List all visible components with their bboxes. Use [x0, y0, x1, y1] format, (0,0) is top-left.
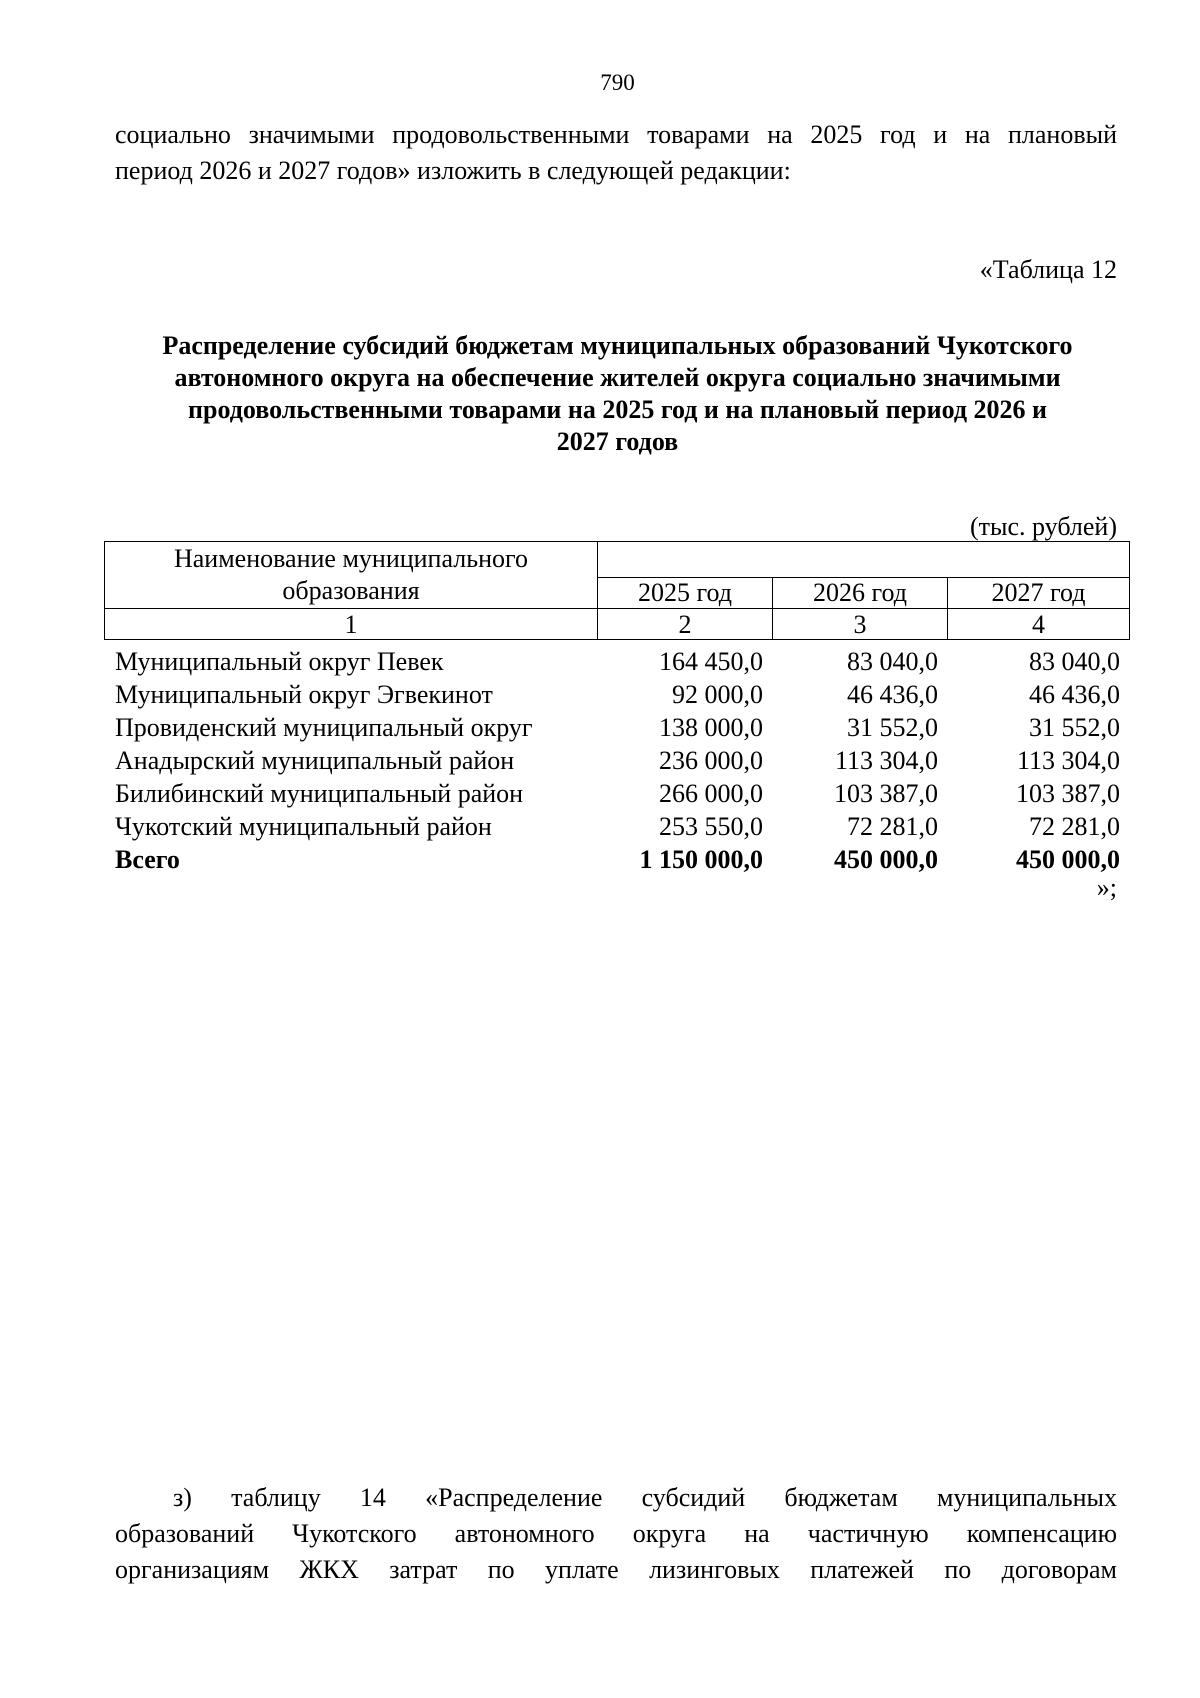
- table-title-line: Распределение субсидий бюджетам муниципальных образований Чукотского: [162, 331, 1073, 360]
- row-value-2025: 164 450,0: [659, 647, 763, 676]
- row-value-2026: 103 387,0: [834, 779, 938, 808]
- table-row: [115, 678, 1120, 711]
- table-row: [115, 810, 1120, 843]
- row-value-2027: 46 436,0: [1029, 680, 1120, 709]
- row-value-2025: 236 000,0: [659, 746, 763, 775]
- table-title-line: продовольственными товарами на 2025 год и на плановый период 2026 и: [188, 395, 1047, 424]
- column-number: 2: [598, 609, 773, 640]
- total-value-2026: 450 000,0: [834, 845, 938, 874]
- total-label: Всего: [115, 845, 180, 874]
- row-name: Билибинский муниципальный район: [115, 779, 524, 808]
- row-value-2025: 253 550,0: [659, 812, 763, 841]
- outro-line: з) таблицу 14 «Распределение субсидий бюджетам муниципальных: [173, 1483, 1117, 1512]
- outro-paragraph: [115, 1480, 1117, 1588]
- table-title-line: автономного округа на обеспечение жителей округа социально значимыми: [174, 363, 1061, 392]
- column-number: 1: [105, 609, 598, 640]
- row-value-2027: 113 304,0: [1016, 746, 1120, 775]
- row-value-2027: 103 387,0: [1016, 779, 1120, 808]
- row-value-2026: 46 436,0: [847, 680, 938, 709]
- table-body: [115, 645, 1120, 876]
- header-name-line: образования: [282, 576, 420, 605]
- table-title-line: 2027 годов: [556, 427, 679, 456]
- row-value-2027: 72 281,0: [1029, 812, 1120, 841]
- header-year-2027: 2027 год: [948, 577, 1130, 608]
- row-value-2025: 266 000,0: [659, 779, 763, 808]
- row-name: Муниципальный округ Певек: [115, 647, 444, 676]
- total-value-2025: 1 150 000,0: [639, 845, 763, 874]
- row-value-2026: 113 304,0: [834, 746, 938, 775]
- table-row: [115, 711, 1120, 744]
- table-row: [115, 645, 1120, 678]
- units-label: (тыс. рублей): [969, 512, 1117, 541]
- table-label: «Таблица 12: [979, 255, 1117, 284]
- row-value-2027: 83 040,0: [1029, 647, 1120, 676]
- row-value-2026: 83 040,0: [847, 647, 938, 676]
- header-name-cell: [105, 542, 598, 609]
- header-years-group: [598, 542, 1130, 578]
- column-number: 4: [948, 609, 1130, 640]
- page-number: 790: [600, 70, 635, 95]
- outro-line: образований Чукотского автономного округа на частичную компенсацию: [115, 1519, 1117, 1548]
- intro-paragraph: [115, 117, 1117, 189]
- row-name: Чукотский муниципальный район: [115, 812, 492, 841]
- column-number: 3: [773, 609, 948, 640]
- table-total-row: [115, 843, 1120, 876]
- table-row: [115, 777, 1120, 810]
- table-header: [104, 541, 1130, 640]
- table-title: [100, 330, 1135, 458]
- intro-line: период 2026 и 2027 годов» изложить в следующей редакции:: [115, 156, 791, 185]
- row-value-2027: 31 552,0: [1029, 713, 1120, 742]
- header-year-2026: 2026 год: [773, 577, 948, 608]
- row-value-2025: 138 000,0: [659, 713, 763, 742]
- row-name: Муниципальный округ Эгвекинот: [115, 680, 493, 709]
- row-value-2026: 31 552,0: [847, 713, 938, 742]
- outro-line: организациям ЖКХ затрат по уплате лизинговых платежей по договорам: [115, 1555, 1117, 1584]
- total-value-2027: 450 000,0: [1016, 845, 1120, 874]
- closing-quote-mark: »;: [1096, 873, 1117, 902]
- header-name-line: Наименование муниципального: [173, 544, 529, 573]
- row-name: Анадырский муниципальный район: [115, 746, 515, 775]
- row-name: Провиденский муниципальный округ: [115, 713, 533, 742]
- row-value-2025: 92 000,0: [672, 680, 763, 709]
- row-value-2026: 72 281,0: [847, 812, 938, 841]
- table-row: [115, 744, 1120, 777]
- intro-line: социально значимыми продовольственными товарами на 2025 год и на плановый: [115, 120, 1117, 149]
- header-year-2025: 2025 год: [598, 577, 773, 608]
